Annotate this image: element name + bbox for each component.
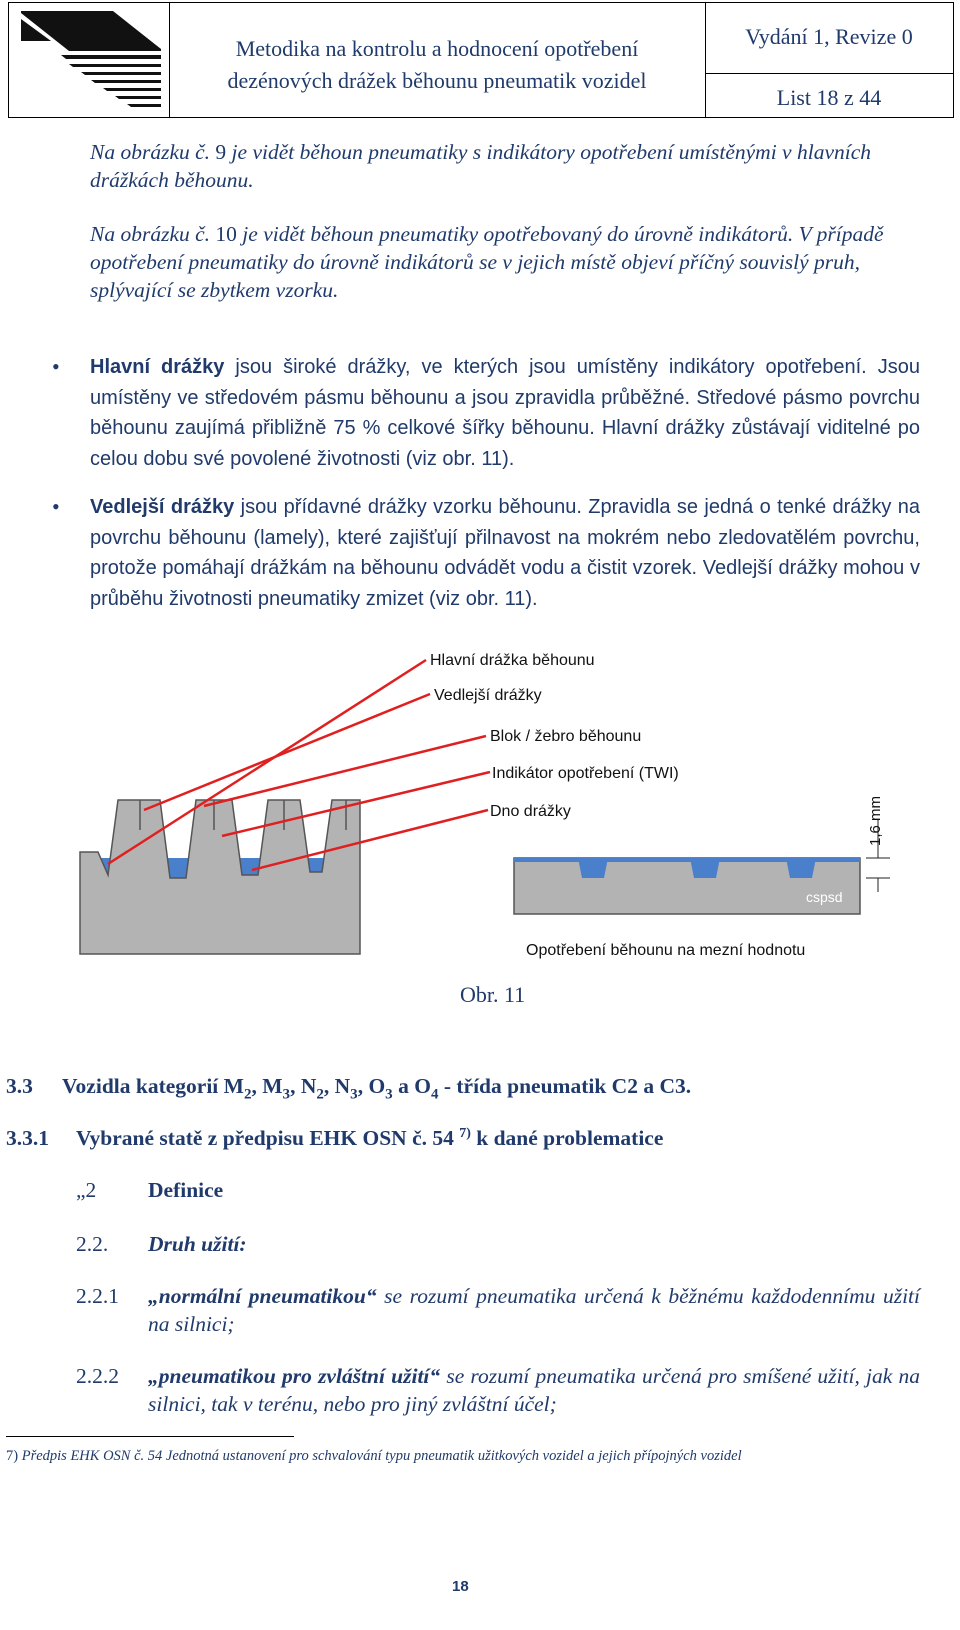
paragraph-text: je vidět běhoun pneumatiky s indikátory opotřebení umístěnými v hlavních drážkách běhounu. — [90, 140, 872, 192]
def-term: „normální pneumatikou“ — [148, 1284, 377, 1308]
bullet-text: jsou přídavné drážky vzorku běhounu. Zpravidla se jedná o tenké drážky na povrchu běhounu (lamely), které zajišťují přilnavost na mokrém nebo zledovatělém povrchu, protože pomáhají drážkám na běhounu odvádět vodu a čistit vzorek. Vedlejší drážky mohou v průběhu životnosti pneumatiky zmizet (viz obr. 11). — [90, 496, 921, 610]
section-number: 3.3 — [6, 1074, 33, 1098]
subscript: 3 — [282, 1086, 291, 1103]
subscript: 3 — [350, 1086, 358, 1103]
heading-text: , N — [290, 1074, 317, 1098]
label-main-groove: Hlavní drážka běhounu — [430, 652, 595, 669]
label-bottom: Dno drážky — [490, 803, 571, 820]
subscript: 4 — [430, 1086, 439, 1103]
paragraph-lead: Na obrázku č. — [90, 222, 211, 246]
paragraph-text: je vidět běhoun pneumatiky opotřebovaný do úrovně indikátorů. V případě opotřebení pneumatiky do úrovně indikátorů se v jejich místě objeví příčný souvislý pruh, splývající se zbytkem vzorku. — [90, 222, 884, 302]
def-heading: Definice — [148, 1178, 224, 1202]
twi-groove — [578, 858, 608, 878]
def-number: 2.2.1 — [76, 1284, 119, 1308]
def-item-special-tyre — [148, 1362, 920, 1418]
heading-text: k dané problematice — [476, 1126, 664, 1151]
header-title-line: dezénových drážek běhounu pneumatik vozidel — [227, 68, 647, 93]
label-block: Blok / žebro běhounu — [490, 728, 642, 745]
figure-caption: Obr. 11 — [460, 982, 526, 1007]
def-number: 2.2. — [76, 1232, 109, 1256]
bullet-side-grooves — [90, 492, 920, 614]
header-divider — [705, 73, 953, 74]
bullet-icon: • — [52, 354, 60, 379]
subscript: 2 — [243, 1086, 252, 1103]
bullet-text: jsou široké drážky, ve kterých jsou umístěny indikátory opotřebení. Jsou umístěny ve středovém pásmu běhounu a jsou zpravidla průběžné. Středové pásmo povrchu běhounu zaujímá přibližně 75 % celkové šířky běhounu. Hlavní drážky zůstávají viditelné po celou dobu své povolené životnosti (viz obr. 11). — [90, 356, 920, 470]
bullet-term: Hlavní drážky — [90, 356, 225, 378]
document-header — [8, 2, 954, 118]
heading-text: , N — [323, 1074, 351, 1098]
heading-text: , M — [251, 1074, 283, 1098]
tread-diagram — [0, 640, 960, 980]
subscript: 2 — [316, 1086, 324, 1103]
def-term: „pneumatikou pro zvláštní užití“ — [148, 1364, 441, 1388]
section-heading — [62, 1074, 942, 1103]
bullet-term: Vedlejší drážky — [90, 496, 235, 518]
subsection-heading — [76, 1126, 936, 1151]
new-tread-profile — [80, 800, 360, 954]
footnote-mark: 7) — [6, 1448, 19, 1464]
bullet-icon: • — [52, 494, 60, 519]
def-item-normal-tyre — [148, 1282, 920, 1338]
def-number: 2.2.2 — [76, 1364, 119, 1388]
tread-rubber — [80, 800, 360, 954]
heading-text: Vozidla kategorií M — [62, 1074, 244, 1098]
heading-text: , O — [357, 1074, 386, 1098]
page-number: 18 — [452, 1578, 469, 1595]
edition-label: Vydání 1, Revize 0 — [745, 24, 913, 49]
heading-text: - třída pneumatik C2 a C3. — [438, 1074, 692, 1098]
footnote-text: Předpis EHK OSN č. 54 Jednotná ustanovení pro schvalování typu pneumatik užitkových vozidel a jejich přípojných vozidel — [21, 1448, 742, 1464]
label-worn: Opotřebení běhounu na mezní hodnotu — [526, 942, 806, 959]
label-twi: Indikátor opotřebení (TWI) — [492, 765, 679, 782]
footnote-separator — [6, 1436, 294, 1437]
def-text: se rozumí pneumatika určená k běžnému každodennímu užití na silnici; — [148, 1284, 920, 1336]
organization-logo — [21, 11, 161, 109]
paragraph-figure-9 — [90, 138, 920, 194]
header-title-line: Metodika na kontrolu a hodnocení opotřebení — [235, 36, 639, 61]
sheet-label: List 18 z 44 — [776, 85, 882, 110]
paragraph-figure-10 — [90, 220, 920, 304]
footnote-ref: 7) — [459, 1126, 471, 1141]
depth-label: 1,6 mm — [867, 795, 884, 846]
footnote — [6, 1448, 936, 1465]
twi-groove — [690, 858, 720, 878]
figure-number: 10 — [215, 222, 237, 246]
def-heading: Druh užití: — [148, 1232, 247, 1256]
paragraph-lead: Na obrázku č. — [90, 140, 211, 164]
subsection-number: 3.3.1 — [6, 1126, 49, 1150]
bullet-main-grooves — [90, 352, 920, 474]
heading-text: a O — [392, 1074, 431, 1098]
def-text: se rozumí pneumatika určená pro smíšené užití, jak na silnici, tak v terénu, nebo pro jiný zvláštní účel; — [148, 1364, 920, 1416]
subscript: 3 — [385, 1086, 393, 1103]
twi-groove — [786, 858, 816, 878]
worn-tread-profile — [514, 858, 860, 914]
watermark: cspsd — [368, 889, 405, 905]
def-number: „2 — [76, 1178, 97, 1202]
heading-text: Vybrané statě z předpisu EHK OSN č. 54 — [76, 1126, 454, 1151]
figure-number: 9 — [215, 140, 227, 164]
header-title — [169, 33, 705, 97]
label-side-grooves: Vedlejší drážky — [434, 687, 542, 704]
watermark: cspsd — [806, 889, 843, 905]
